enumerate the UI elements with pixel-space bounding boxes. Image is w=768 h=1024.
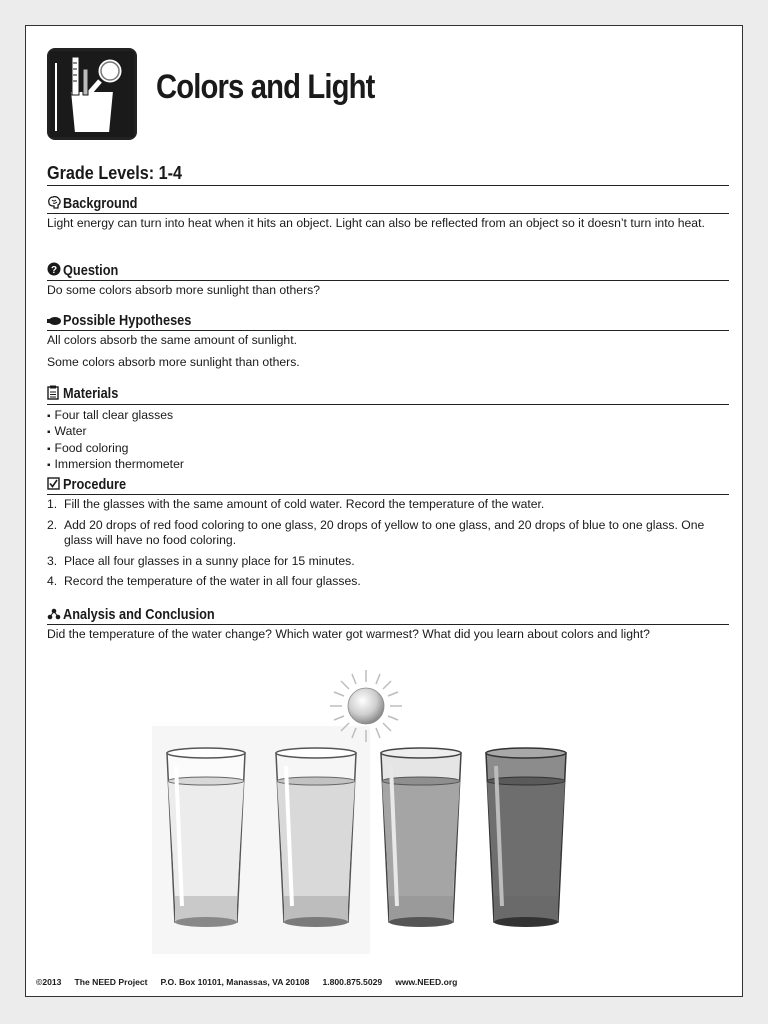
list-item: ▪ Four tall clear glasses bbox=[47, 408, 729, 424]
glass-clear bbox=[167, 748, 245, 927]
procedure-step: 3. Place all four glasses in a sunny place for 15 minutes. bbox=[47, 553, 355, 568]
org-name: The NEED Project bbox=[74, 977, 148, 987]
background-heading: Background bbox=[63, 196, 138, 212]
hypothesis-item: All colors absorb the same amount of sunlight. bbox=[47, 333, 297, 347]
procedure-step: 2. Add 20 drops of red food coloring to one glass, 20 drops of yellow to one glass, and 20 drops of blue to one glass. One glass will have no food coloring. bbox=[47, 517, 705, 547]
analysis-text: Did the temperature of the water change? Which water got warmest? What did you learn about colors and light? bbox=[47, 627, 650, 641]
copyright: ©2013 bbox=[36, 977, 62, 987]
list-item: ▪ Food coloring bbox=[47, 441, 729, 457]
hypotheses-heading: Possible Hypotheses bbox=[63, 313, 192, 329]
grade-levels-heading: Grade Levels: 1-4 bbox=[47, 163, 729, 186]
question-text: Do some colors absorb more sunlight than others? bbox=[47, 283, 321, 297]
background-text: Light energy can turn into heat when it hits an object. Light can also be reflected from an object so it doesn’t turn into heat. bbox=[47, 216, 705, 230]
materials-heading: Materials bbox=[63, 386, 119, 402]
glass-red bbox=[381, 748, 461, 927]
list-item: ▪ Water bbox=[47, 424, 729, 440]
glass-blue bbox=[486, 748, 566, 927]
analysis-heading: Analysis and Conclusion bbox=[63, 607, 215, 623]
glasses-illustration bbox=[26, 26, 742, 966]
glass-yellow bbox=[276, 748, 356, 927]
procedure-heading: Procedure bbox=[63, 477, 127, 493]
question-heading: Question bbox=[63, 262, 119, 279]
hypothesis-item: Some colors absorb more sunlight than others. bbox=[47, 354, 300, 369]
list-item: ▪ Immersion thermometer bbox=[47, 457, 729, 473]
phone: 1.800.875.5029 bbox=[322, 977, 383, 987]
address: P.O. Box 10101, Manassas, VA 20108 bbox=[160, 977, 310, 987]
worksheet-page bbox=[25, 25, 743, 997]
procedure-step: 4. Record the temperature of the water in all four glasses. bbox=[47, 574, 361, 588]
website-link[interactable]: www.NEED.org bbox=[395, 977, 458, 987]
procedure-step: 1. Fill the glasses with the same amount of cold water. Record the temperature of the water. bbox=[47, 497, 545, 511]
page-footer bbox=[36, 977, 470, 987]
svg-text:?: ? bbox=[50, 265, 58, 276]
page-title: Colors and Light bbox=[156, 68, 375, 106]
